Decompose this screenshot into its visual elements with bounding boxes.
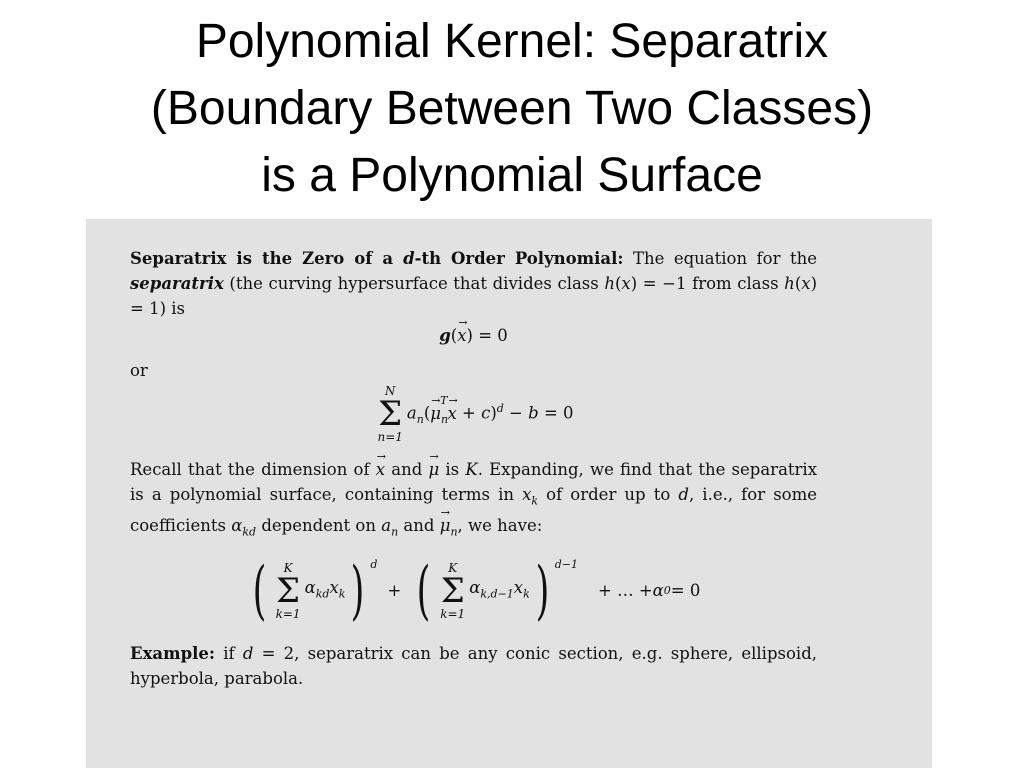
separatrix-term: separatrix (130, 274, 224, 293)
equation-polynomial-expansion: ( K Σ k=1 $\alpha_{kd}x_k$ ) $^d$ + ( K Σ k=1 $\alpha_{k,d-1}x_k$ ) $^{d-1}$ + … + α 0 = 0 (252, 553, 701, 628)
title-line-2: (Boundary Between Two Classes) (150, 82, 874, 135)
intro-paragraph: Separatrix is the Zero of a d-th Order Polynomial: The equation for the separatrix (the curving hypersurface that divides class h(x) = −1 from class h(x) = 1) is (130, 249, 817, 318)
equation-kernel-sum: N Σ n=1 $a_n(\mu \to_n^Tx$ → + c)$^d$ − b = 0 (130, 385, 817, 443)
sum-symbol: N Σ n=1 (377, 384, 403, 444)
panel-content (130, 246, 817, 691)
example-paragraph: Example: if d = 2, separatrix can be any conic section, e.g. sphere, ellipsoid, hyperbola, parabola. (130, 643, 817, 688)
content-panel (86, 219, 932, 768)
intro-heading: Separatrix is the Zero of a d-th Order Polynomial: (130, 249, 624, 268)
equation-g-zero: g ( x → ) = 0 (130, 323, 817, 348)
title-line-3: is a Polynomial Surface (261, 149, 763, 202)
or-text: or (130, 361, 148, 380)
recall-paragraph: Recall that the dimension of x → and μ → is K. Expanding, we find that the separatrix is a polynomial surface, containing terms in $x_k$ of order up to d, i.e., for some coefficients $\alpha_{kd}$ dependent on $a_n$ and $\mu \to_n$, we have: (130, 457, 817, 545)
title-line-1: Polynomial Kernel: Separatrix (195, 15, 829, 68)
example-label: Example: (130, 643, 215, 663)
slide-title (0, 8, 1024, 209)
